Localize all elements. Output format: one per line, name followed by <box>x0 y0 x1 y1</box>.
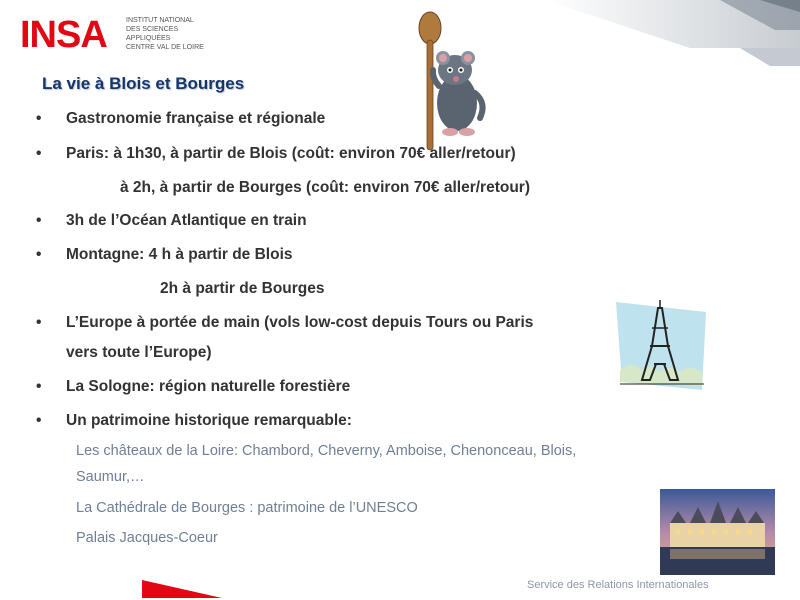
logo-line-3: APPLIQUÉES <box>126 35 171 42</box>
sub-item-chateaux-continuation: Saumur,… <box>76 469 145 485</box>
bullet-europe-continuation: vers toute l’Europe) <box>66 344 212 361</box>
bullet-paris-continuation: à 2h, à partir de Bourges (coût: environ 70€ aller/retour) <box>120 179 530 196</box>
bullet-text: 3h de l’Océan Atlantique en train <box>66 212 307 229</box>
bullet-mountain-continuation: 2h à partir de Bourges <box>160 280 325 297</box>
sub-item-chateaux: Les châteaux de la Loire: Chambord, Cheverny, Amboise, Chenonceau, Blois, <box>76 443 577 459</box>
chef-rat-illustration <box>395 8 495 153</box>
bullet-text: Un patrimoine historique remarquable: <box>66 412 352 429</box>
bullet-text: Paris: à 1h30, à partir de Blois (coût: environ 70€ aller/retour) <box>66 145 516 162</box>
sub-item-cathedral: La Cathédrale de Bourges : patrimoine de l’UNESCO <box>76 500 418 516</box>
bullet-marker: • <box>36 246 42 263</box>
logo-line-4: CENTRE VAL DE LOIRE <box>126 44 204 51</box>
red-decoration <box>140 578 224 600</box>
logo-wordmark: INSA <box>20 14 107 56</box>
bullet-marker: • <box>36 212 42 229</box>
bullet-text: La Sologne: région naturelle forestière <box>66 378 351 395</box>
logo-subtitle <box>126 16 204 52</box>
bullet-marker: • <box>36 412 42 429</box>
insa-logo <box>20 14 210 58</box>
bullet-marker: • <box>36 378 42 395</box>
sub-item-palais: Palais Jacques-Coeur <box>76 530 218 546</box>
eiffel-tower-image <box>612 298 708 394</box>
slide-title: La vie à Blois et Bourges <box>42 74 245 93</box>
logo-line-1: INSTITUT NATIONAL <box>126 17 194 24</box>
bullet-marker: • <box>36 314 42 331</box>
bullet-marker: • <box>36 145 42 162</box>
bullet-text: Gastronomie française et régionale <box>66 110 326 127</box>
footer-text: Service des Relations Internationales <box>527 579 709 591</box>
bullet-text: L’Europe à portée de main (vols low-cost depuis Tours ou Paris <box>66 314 534 331</box>
bullet-text: Montagne: 4 h à partir de Blois <box>66 246 293 263</box>
logo-line-2: DES SCIENCES <box>126 26 179 33</box>
bullet-marker: • <box>36 110 42 127</box>
chateau-photo <box>660 489 775 575</box>
